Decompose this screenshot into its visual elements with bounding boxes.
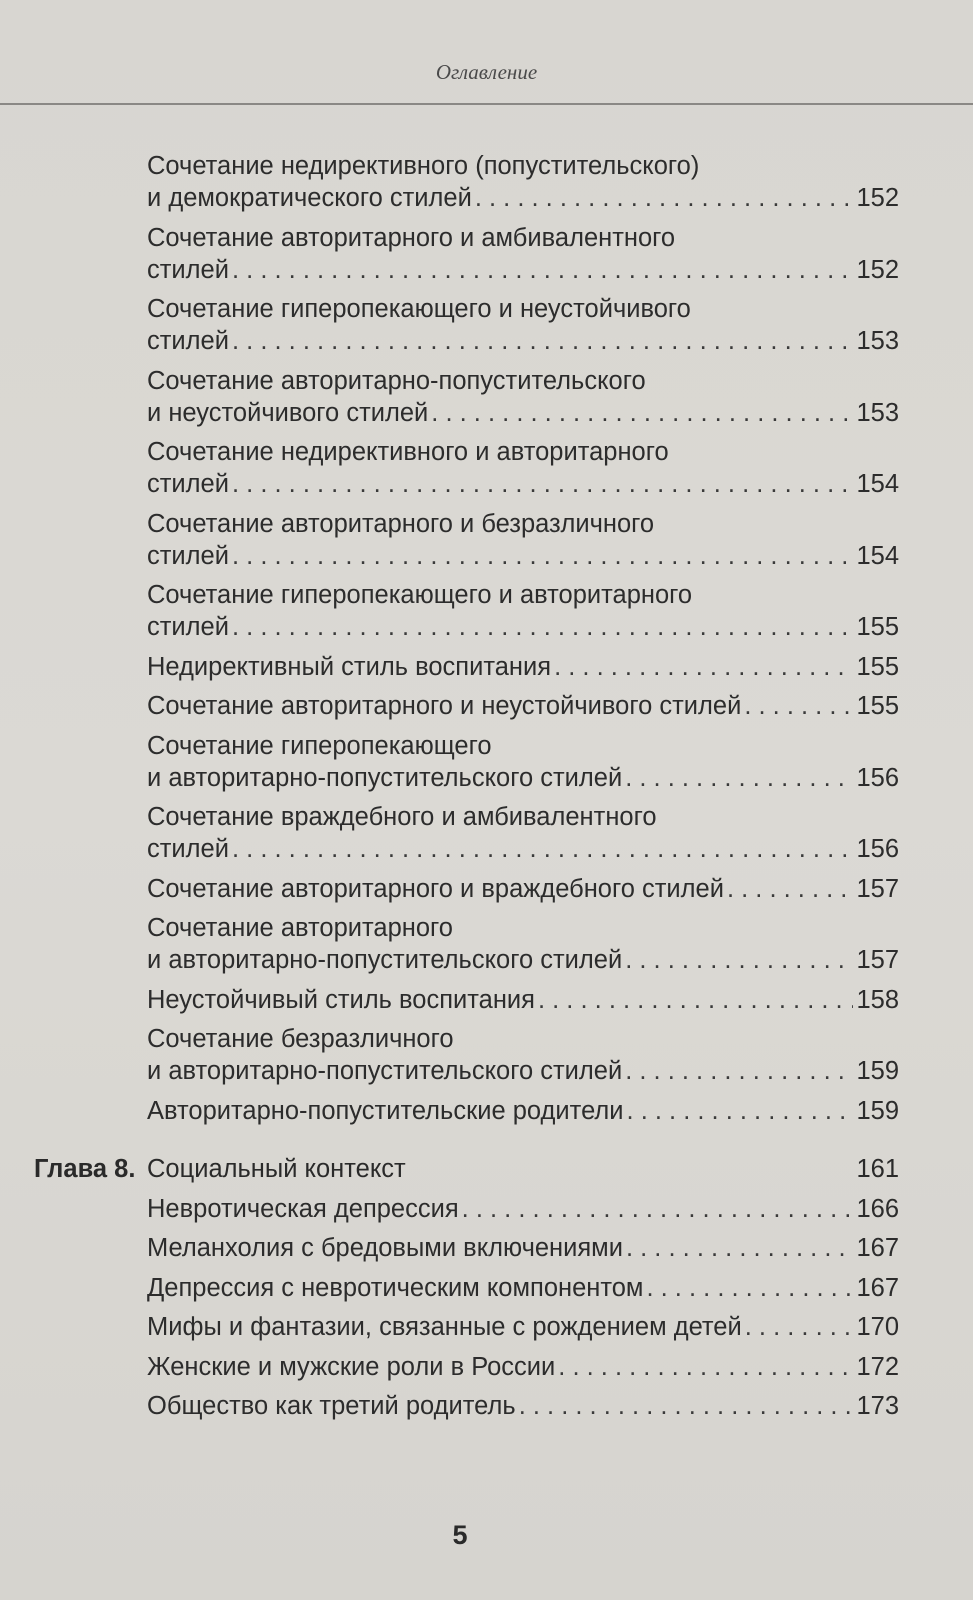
entry-page-number: 166: [856, 1194, 899, 1223]
entry-title-line1: Сочетание гиперопекающего: [147, 731, 492, 760]
entry-title-line1: Сочетание недирективного и авторитарного: [147, 438, 669, 466]
dot-leader: [646, 1272, 853, 1304]
entry-title: и авторитарно-попустительского стилей: [147, 763, 623, 792]
entry-last-line: [147, 1390, 899, 1422]
dot-leader: [232, 611, 853, 643]
toc-entry: [147, 1193, 899, 1225]
entry-title: Неустойчивый стиль воспитания: [147, 985, 535, 1014]
entry-page-number: 152: [856, 255, 899, 284]
chapter-heading: [34, 1153, 899, 1185]
toc-entry: [147, 1232, 899, 1264]
entry-title: стилей: [147, 470, 229, 498]
dot-leader: [626, 1232, 853, 1264]
entry-title: стилей: [147, 835, 229, 863]
entry-title: Мифы и фантазии, связанные с рождением детей: [147, 1313, 742, 1341]
entry-last-line: [147, 1311, 899, 1343]
entry-title-line1: Сочетание гиперопекающего и авторитарного: [147, 581, 693, 609]
chapter-page-number: 161: [856, 1155, 899, 1183]
dot-leader: [475, 182, 854, 214]
entry-title: Авторитарно-попустительские родители: [147, 1096, 624, 1125]
entry-last-line: [147, 1055, 899, 1087]
toc-entry: [147, 222, 899, 286]
dot-leader: [625, 1055, 853, 1087]
toc-entry: [147, 984, 899, 1016]
entry-title: и авторитарно-попустительского стилей: [147, 946, 623, 974]
toc-entry: [147, 873, 899, 905]
chapter-label: Глава 8.: [34, 1155, 136, 1183]
entry-page-number: 158: [856, 985, 899, 1014]
toc-entry: [147, 1351, 899, 1383]
entry-title-line1: Сочетание авторитарного и амбивалентного: [147, 223, 676, 252]
entry-page-number: 167: [856, 1234, 899, 1262]
dot-leader: [625, 944, 853, 976]
dot-leader: [232, 468, 853, 500]
entry-last-line: [147, 944, 899, 976]
entry-last-line: [147, 690, 899, 722]
entry-page-number: 152: [856, 184, 899, 212]
entry-last-line: [147, 468, 899, 500]
dot-leader: [232, 325, 853, 357]
toc-entry: [147, 1311, 899, 1343]
entry-page-number: 155: [856, 613, 899, 641]
entry-last-line: [147, 540, 899, 572]
entry-last-line: [147, 611, 899, 643]
running-head: Оглавление: [435, 60, 538, 84]
entry-page-number: 173: [856, 1392, 899, 1420]
entry-page-number: 155: [856, 692, 899, 720]
entry-title: стилей: [147, 255, 229, 284]
entry-title-line1: Сочетание авторитарного: [147, 914, 453, 942]
entry-page-number: 157: [856, 874, 899, 903]
entry-last-line: [147, 325, 899, 357]
dot-leader: [232, 254, 853, 286]
entry-title: Общество как третий родитель: [147, 1392, 516, 1420]
entry-page-number: 159: [856, 1096, 899, 1125]
entry-title: Сочетание авторитарного и враждебного стилей: [147, 874, 724, 903]
entry-page-number: 153: [856, 398, 899, 427]
entry-title: и авторитарно-попустительского стилей: [147, 1057, 623, 1085]
entry-last-line: [147, 1272, 899, 1304]
dot-leader: [232, 833, 853, 865]
entry-last-line: [147, 1095, 899, 1127]
entry-title: стилей: [147, 541, 229, 570]
entry-title: Депрессия с невротическим компонентом: [147, 1273, 644, 1302]
entry-page-number: 170: [856, 1313, 899, 1341]
toc-entry: [147, 1272, 899, 1304]
chapter-title: Социальный контекст: [147, 1155, 406, 1183]
toc-entry: [147, 1023, 899, 1087]
toc-entry: [147, 150, 899, 214]
entry-last-line: [147, 762, 899, 794]
dot-leader: [519, 1390, 854, 1422]
entry-page-number: 154: [856, 470, 899, 498]
entry-title-line1: Сочетание недирективного (попустительского): [147, 152, 700, 180]
entry-title: Недирективный стиль воспитания: [147, 652, 552, 681]
entry-title: стилей: [147, 613, 229, 641]
dot-leader: [744, 690, 853, 722]
toc-entries: [147, 150, 899, 1134]
toc-entry: [147, 1390, 899, 1422]
chapter-8-section: [34, 1153, 899, 1430]
entry-page-number: 172: [856, 1352, 899, 1381]
entry-last-line: [147, 1193, 899, 1225]
entry-last-line: [147, 1351, 899, 1383]
entry-page-number: 159: [856, 1057, 899, 1085]
entry-page-number: 153: [856, 327, 899, 355]
toc-entry: [147, 293, 899, 357]
entry-title: Сочетание авторитарного и неустойчивого стилей: [147, 692, 742, 720]
entry-title: стилей: [147, 327, 229, 355]
entry-title: Невротическая депрессия: [147, 1194, 459, 1223]
entry-title-line1: Сочетание авторитарного и безразличного: [147, 509, 655, 538]
entry-title-line1: Сочетание враждебного и амбивалентного: [147, 803, 657, 831]
entry-page-number: 167: [856, 1273, 899, 1302]
toc-entry: [147, 651, 899, 683]
entry-page-number: 155: [856, 652, 899, 681]
entry-page-number: 156: [856, 835, 899, 863]
entry-page-number: 156: [856, 763, 899, 792]
entry-title: Меланхолия с бредовыми включениями: [147, 1234, 623, 1262]
entry-title: и демократического стилей: [147, 184, 472, 212]
dot-leader: [727, 873, 854, 905]
entry-page-number: 154: [856, 541, 899, 570]
toc-entry: [147, 730, 899, 794]
entry-title-line1: Сочетание гиперопекающего и неустойчивого: [147, 295, 691, 323]
entry-last-line: [147, 984, 899, 1016]
entry-last-line: [147, 182, 899, 214]
dot-leader: [232, 540, 853, 572]
header-rule: [0, 103, 973, 105]
chapter-items: [147, 1193, 899, 1423]
dot-leader: [558, 1351, 853, 1383]
entry-title: и неустойчивого стилей: [147, 398, 429, 427]
entry-title: Женские и мужские роли в России: [147, 1352, 556, 1381]
entry-last-line: [147, 254, 899, 286]
dot-leader: [625, 762, 853, 794]
dot-leader: [538, 984, 853, 1016]
entry-last-line: [147, 651, 899, 683]
toc-entry: [147, 365, 899, 429]
dot-leader: [462, 1193, 854, 1225]
page-number: 5: [452, 1520, 468, 1550]
toc-entry: [147, 1095, 899, 1127]
toc-entry: [147, 690, 899, 722]
dot-leader: [554, 651, 853, 683]
toc-entry: [147, 801, 899, 865]
dot-leader: [627, 1095, 854, 1127]
entry-last-line: [147, 833, 899, 865]
entry-title-line1: Сочетание безразличного: [147, 1025, 454, 1053]
dot-leader: [745, 1311, 854, 1343]
entry-last-line: [147, 873, 899, 905]
toc-entry: [147, 579, 899, 643]
dot-leader: [431, 397, 853, 429]
entry-page-number: 157: [856, 946, 899, 974]
entry-last-line: [147, 397, 899, 429]
toc-entry: [147, 436, 899, 500]
toc-entry: [147, 912, 899, 976]
toc-entry: [147, 508, 899, 572]
entry-title-line1: Сочетание авторитарно-попустительского: [147, 366, 646, 395]
entry-last-line: [147, 1232, 899, 1264]
